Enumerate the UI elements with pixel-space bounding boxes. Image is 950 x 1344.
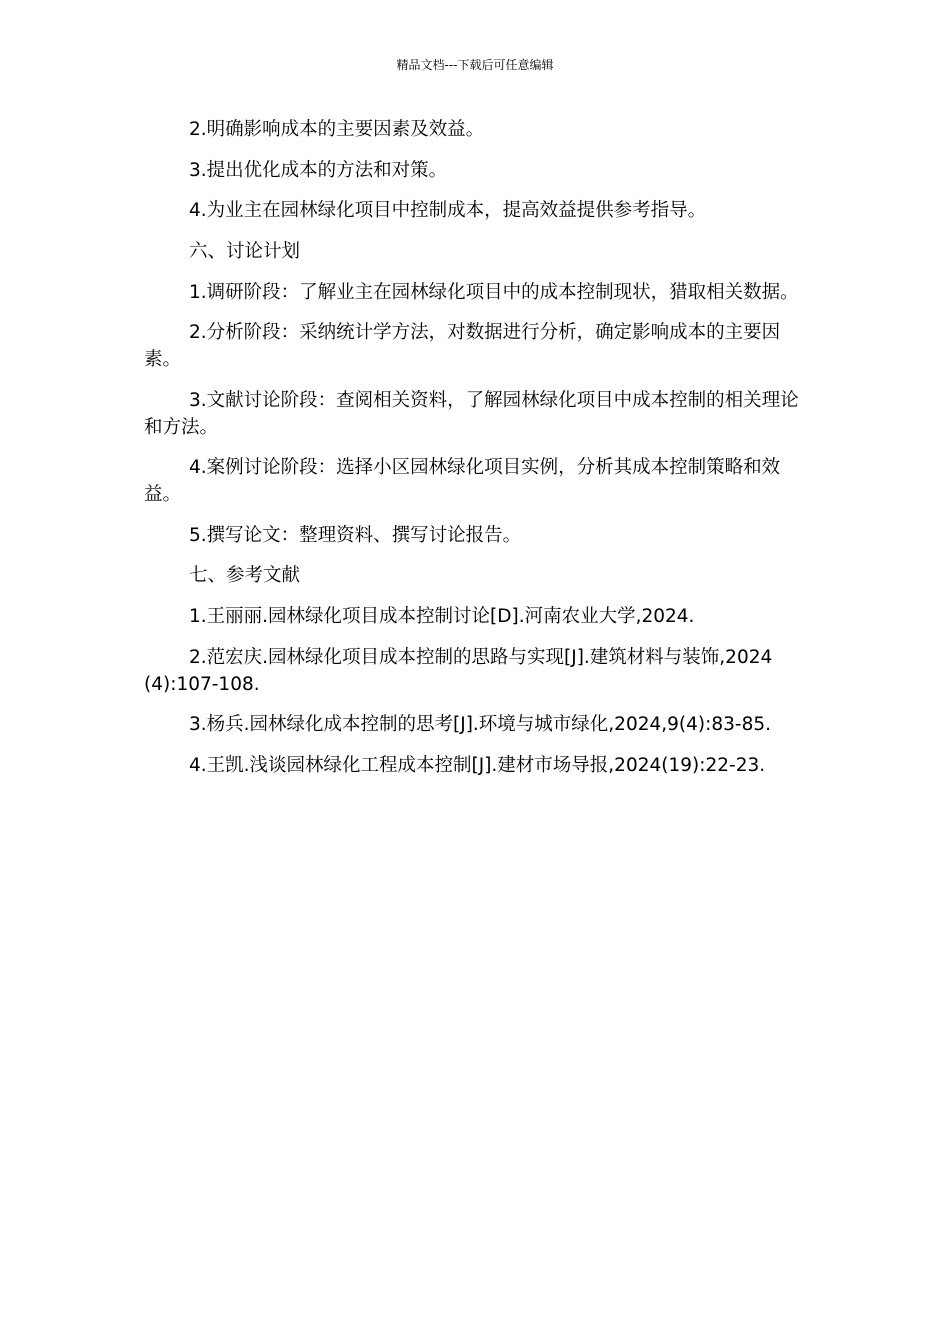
document-body [144, 116, 804, 792]
objective-item-3: 3.提出优化成本的方法和对策。 [189, 159, 448, 181]
objective-item-2: 2.明确影响成本的主要因素及效益。 [189, 119, 485, 140]
reference-item-4: 4.王凯.浅谈园林绿化工程成本控制[J].建材市场导报,2024(19):22-23. [189, 754, 766, 776]
objective-item-4: 4.为业主在园林绿化项目中控制成本，提高效益提供参考指导。 [189, 200, 707, 221]
section-heading-research-plan: 六、讨论计划 [189, 240, 301, 262]
plan-item-2: 2.分析阶段：采纳统计学方法，对数据进行分析，确定影响成本的主要因素。 [144, 322, 781, 370]
section-heading-references: 七、参考文献 [189, 565, 301, 586]
plan-item-4: 4.案例讨论阶段：选择小区园林绿化项目实例，分析其成本控制策略和效益。 [144, 457, 781, 505]
plan-item-3: 3.文献讨论阶段：查阅相关资料，了解园林绿化项目中成本控制的相关理论和方法。 [144, 389, 799, 438]
page-header: 精品文档---下载后可任意编辑 [396, 58, 554, 72]
reference-item-2: 2.范宏庆.园林绿化项目成本控制的思路与实现[J].建筑材料与装饰,2024(4):107-108. [144, 646, 773, 695]
reference-item-1: 1.王丽丽.园林绿化项目成本控制讨论[D].河南农业大学,2024. [189, 606, 695, 627]
plan-item-1: 1.调研阶段：了解业主在园林绿化项目中的成本控制现状，猎取相关数据。 [189, 281, 799, 303]
plan-item-5: 5.撰写论文：整理资料、撰写讨论报告。 [189, 524, 522, 546]
reference-item-3: 3.杨兵.园林绿化成本控制的思考[J].环境与城市绿化,2024,9(4):83-85. [189, 714, 771, 735]
